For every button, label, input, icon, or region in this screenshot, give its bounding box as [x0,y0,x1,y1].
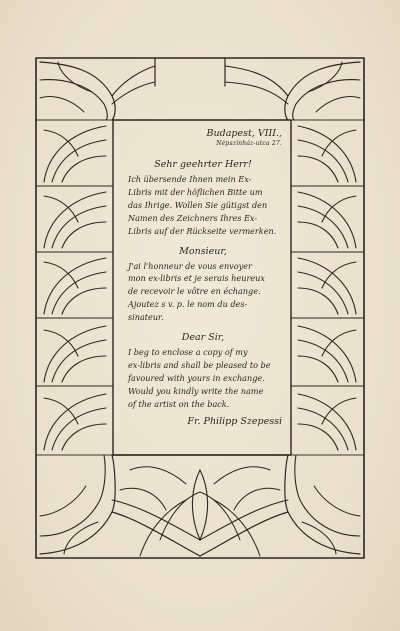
letter-text [124,128,282,450]
sender-address [124,128,282,148]
french-line: Ajoutez s v. p. le nom du des- [128,299,248,310]
address-city: Budapest, VIII., [206,128,282,139]
english-paragraph [124,346,282,411]
german-paragraph [124,173,282,238]
german-line: Libris mit der höflichen Bitte um [128,186,263,197]
french-greeting: Monsieur, [179,245,227,257]
french-line: mon ex-libris et je serais heureux [128,273,265,284]
german-line: Libris auf der Rückseite vermerken. [128,225,277,236]
french-paragraph [124,260,282,325]
german-line: Ich übersende Ihnen mein Ex- [128,174,252,184]
french-line: J'ai l'honneur de vous envoyer [128,260,252,271]
english-line: favoured with yours in exchange. [128,372,265,383]
english-line: I beg to enclose a copy of my [128,347,248,358]
german-greeting: Sehr geehrter Herr! [154,159,252,170]
english-greeting: Dear Sir, [181,332,225,344]
english-line: of the artist on the back. [128,398,230,409]
german-line: das Ihrige. Wollen Sie gütigst den [128,199,268,210]
french-line: sinateur. [128,312,164,323]
french-line: de recevoir le vôtre en échange. [128,286,261,297]
german-line: Namen des Zeichners Ihres Ex- [128,212,258,223]
signature: Fr. Philipp Szepessi [187,415,282,427]
english-line: Would you kindly write the name [128,385,264,396]
address-street: Népszínház-utca 27. [216,140,282,147]
english-line: ex-libris and shall be pleased to be [128,359,271,370]
